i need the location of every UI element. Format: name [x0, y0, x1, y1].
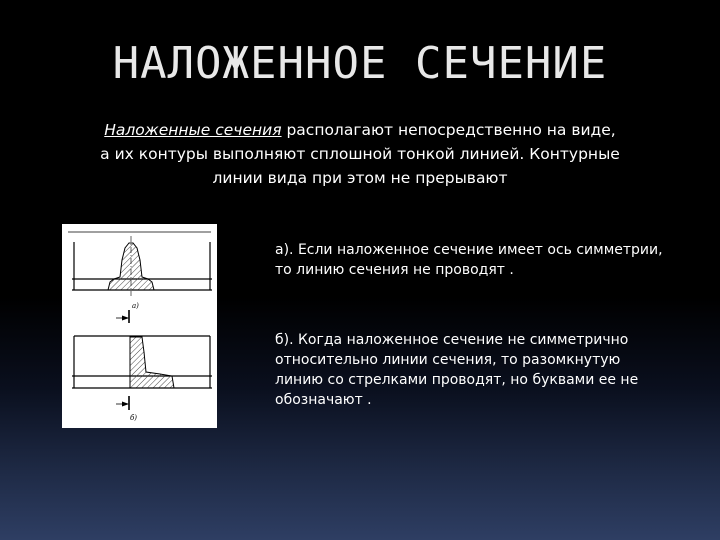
drawing-b [72, 310, 212, 422]
paragraph-b: б). Когда наложенное сечение не симметрично относительно линии сечения, то разомкнутую линию со стрелками проводят, но буквами ее не обозначают . [275, 332, 639, 408]
paragraph-a: а). Если наложенное сечение имеет ось симметрии, то линию сечения не проводят . [275, 242, 663, 278]
slide-title: НАЛОЖЕННОЕ СЕЧЕНИЕ [112, 38, 608, 89]
arrow-top [122, 316, 129, 321]
intro-term: Наложенные сечения [104, 121, 282, 139]
intro-rest: располагают непосредственно на виде, а их контуры выполняют сплошной тонкой линией. Контурные линии вида при этом не прерывают [100, 121, 620, 187]
figure-label-b: б) [130, 414, 138, 422]
section-drawing-svg [62, 224, 217, 428]
section-b-shape [130, 337, 174, 388]
section-drawing [62, 224, 217, 428]
arrow-bottom [122, 402, 129, 407]
drawing-a [68, 232, 212, 310]
figure-label-a: а) [132, 302, 139, 310]
intro-text [100, 118, 620, 190]
